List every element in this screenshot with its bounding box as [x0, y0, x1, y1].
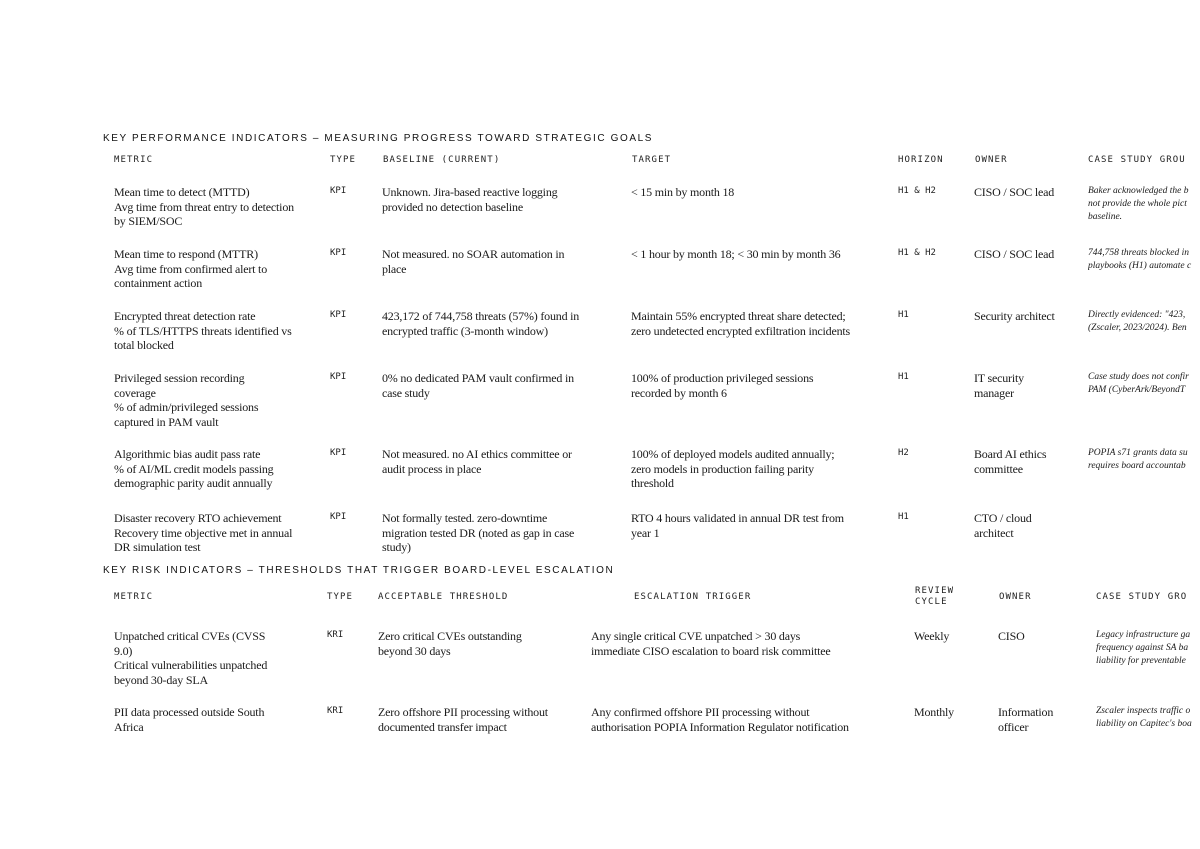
kpi-row-type: KPI	[330, 186, 347, 196]
kri-header-grounding: CASE STUDY GRO	[1096, 592, 1188, 602]
kpi-row-owner: CTO / cloud architect	[974, 511, 1032, 540]
kpi-row-type: KPI	[330, 448, 347, 458]
kpi-row-baseline: 0% no dedicated PAM vault confirmed in case study	[382, 371, 574, 400]
kpi-row-type: KPI	[330, 512, 347, 522]
kri-header-trigger: ESCALATION TRIGGER	[634, 592, 752, 602]
kpi-row-metric: Encrypted threat detection rate % of TLS/HTTPS threats identified vs total blocked	[114, 309, 292, 352]
kpi-row-horizon: H1	[898, 372, 909, 382]
kri-row-grounding: Zscaler inspects traffic o liability on Capitec's boa	[1096, 706, 1192, 729]
kpi-row-grounding: POPIA s71 grants data su requires board accountab	[1088, 448, 1188, 471]
kpi-row-horizon: H1 & H2	[898, 248, 936, 258]
kpi-row-type: KPI	[330, 372, 347, 382]
kpi-row-baseline: Unknown. Jira-based reactive logging provided no detection baseline	[382, 185, 558, 214]
kri-row-trigger: Any confirmed offshore PII processing without authorisation POPIA Information Regulator notification	[591, 705, 849, 734]
kpi-row-horizon: H1	[898, 512, 909, 522]
kri-row-owner: CISO	[998, 629, 1025, 643]
kri-row-metric: Unpatched critical CVEs (CVSS 9.0) Critical vulnerabilities unpatched beyond 30-day SLA	[114, 629, 268, 687]
kpi-row-horizon: H1	[898, 310, 909, 320]
kpi-row-metric: Privileged session recording coverage % of admin/privileged sessions captured in PAM vault	[114, 371, 259, 429]
kpi-row-target: < 1 hour by month 18; < 30 min by month 36	[631, 247, 841, 261]
kpi-header-owner: OWNER	[975, 155, 1008, 165]
kpi-row-baseline: Not measured. no AI ethics committee or audit process in place	[382, 447, 572, 476]
kri-row-owner: Information officer	[998, 705, 1054, 734]
kri-row-metric: PII data processed outside South Africa	[114, 705, 265, 734]
kpi-row-metric: Algorithmic bias audit pass rate % of AI/ML credit models passing demographic parity audit annually	[114, 447, 274, 490]
kri-row-trigger: Any single critical CVE unpatched > 30 days immediate CISO escalation to board risk committee	[591, 629, 831, 658]
kpi-row-owner: CISO / SOC lead	[974, 185, 1055, 199]
kpi-row-owner: Security architect	[974, 309, 1055, 323]
kri-header-type: TYPE	[327, 592, 354, 602]
kri-row-review: Weekly	[914, 629, 950, 643]
kpi-row-owner: Board AI ethics committee	[974, 447, 1047, 476]
kpi-row-owner: IT security manager	[974, 371, 1024, 400]
kpi-row-target: Maintain 55% encrypted threat share detected; zero undetected encrypted exfiltration incidents	[631, 309, 850, 338]
kpi-row-horizon: H1 & H2	[898, 186, 936, 196]
kpi-row-target: 100% of deployed models audited annually; zero models in production failing parity threshold	[631, 447, 835, 490]
kpi-row-grounding: Directly evidenced: "423, (Zscaler, 2023/2024). Ben	[1088, 310, 1187, 333]
kri-header-owner: OWNER	[999, 592, 1032, 602]
kpi-row-metric: Mean time to detect (MTTD) Avg time from threat entry to detection by SIEM/SOC	[114, 185, 294, 228]
kri-row-grounding: Legacy infrastructure ga frequency against SA ba liability for preventable	[1096, 630, 1191, 666]
kri-header-review-cycle: REVIEW CYCLE	[915, 586, 955, 607]
kpi-row-baseline: Not formally tested. zero-downtime migration tested DR (noted as gap in case study)	[382, 511, 575, 554]
kpi-row-metric: Mean time to respond (MTTR) Avg time from confirmed alert to containment action	[114, 247, 267, 290]
kpi-header-type: TYPE	[330, 155, 357, 165]
kpi-row-grounding: 744,758 threats blocked in playbooks (H1) automate c	[1088, 248, 1192, 271]
kpi-header-target: TARGET	[632, 155, 672, 165]
kpi-header-metric: METRIC	[114, 155, 154, 165]
kpi-header-horizon: HORIZON	[898, 155, 944, 165]
kpi-row-target: RTO 4 hours validated in annual DR test from year 1	[631, 511, 844, 540]
kpi-row-baseline: Not measured. no SOAR automation in place	[382, 247, 565, 276]
kpi-row-horizon: H2	[898, 448, 909, 458]
kri-header-threshold: ACCEPTABLE THRESHOLD	[378, 592, 509, 602]
kri-row-type: KRI	[327, 630, 344, 640]
kpi-section-title: KEY PERFORMANCE INDICATORS – MEASURING PROGRESS TOWARD STRATEGIC GOALS	[103, 133, 654, 144]
kpi-row-grounding: Baker acknowledged the b not provide the whole pict baseline.	[1088, 186, 1189, 222]
kpi-row-grounding: Case study does not confir PAM (CyberArk/BeyondT	[1088, 372, 1189, 395]
kpi-row-metric: Disaster recovery RTO achievement Recovery time objective met in annual DR simulation test	[114, 511, 293, 554]
kpi-row-type: KPI	[330, 248, 347, 258]
kri-row-review: Monthly	[914, 705, 954, 719]
kpi-row-target: < 15 min by month 18	[631, 185, 735, 199]
kri-row-threshold: Zero offshore PII processing without documented transfer impact	[378, 705, 548, 734]
kri-row-type: KRI	[327, 706, 344, 716]
kpi-row-type: KPI	[330, 310, 347, 320]
kpi-header-grounding: CASE STUDY GROU	[1088, 155, 1186, 165]
kpi-header-baseline: BASELINE (CURRENT)	[383, 155, 501, 165]
kri-row-threshold: Zero critical CVEs outstanding beyond 30 days	[378, 629, 522, 658]
kri-section-title: KEY RISK INDICATORS – THRESHOLDS THAT TRIGGER BOARD-LEVEL ESCALATION	[103, 565, 615, 576]
kpi-row-baseline: 423,172 of 744,758 threats (57%) found in encrypted traffic (3-month window)	[382, 309, 580, 338]
kpi-row-owner: CISO / SOC lead	[974, 247, 1055, 261]
kri-header-metric: METRIC	[114, 592, 154, 602]
kpi-row-target: 100% of production privileged sessions recorded by month 6	[631, 371, 814, 400]
